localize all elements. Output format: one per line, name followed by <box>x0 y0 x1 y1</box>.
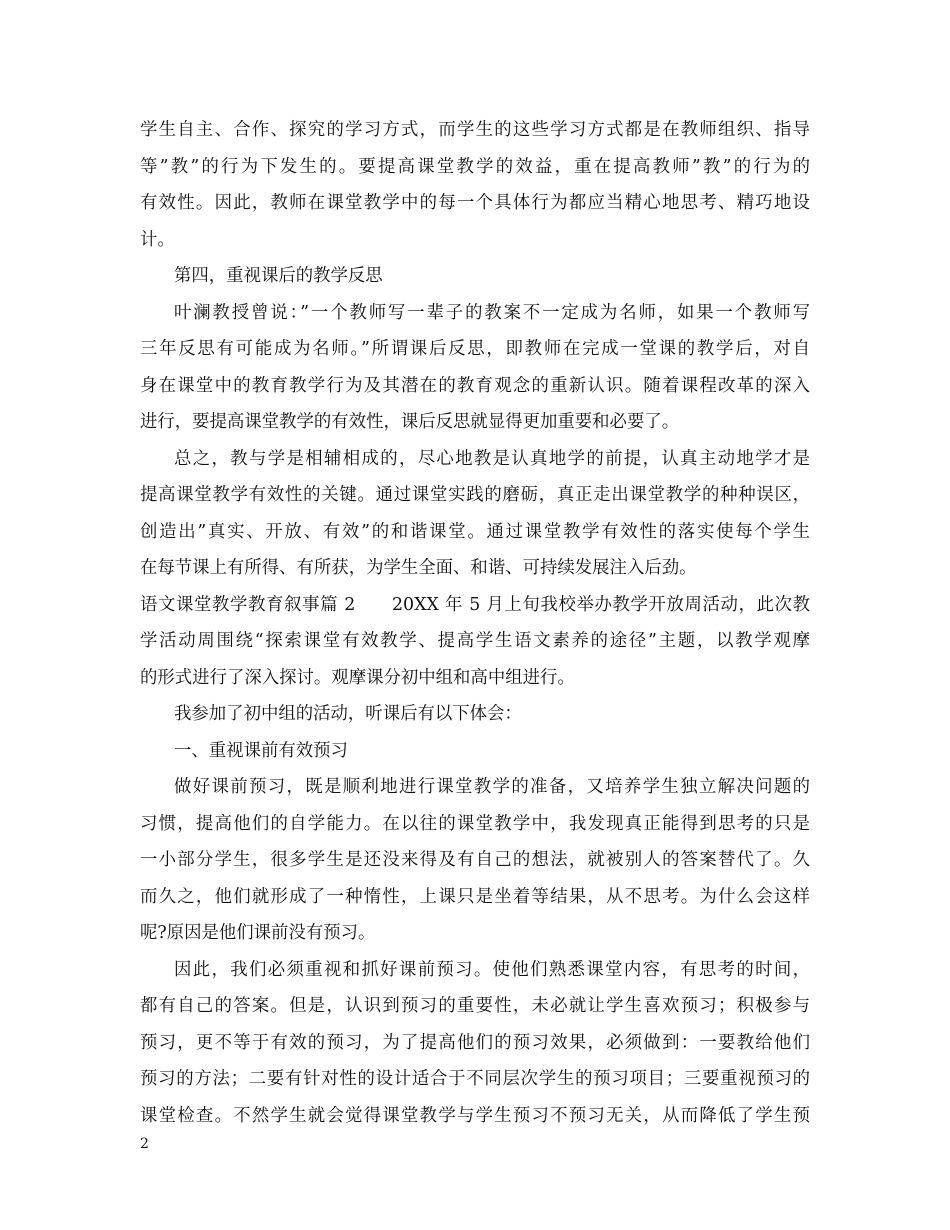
text-line: 叶澜教授曾说：”一个教师写一辈子的教案不一定成为名师，如果一个教师写 <box>174 302 810 323</box>
text-line: 的形式进行了深入探讨。观摩课分初中组和高中组进行。 <box>140 667 575 688</box>
text-line: 一、重视课前有效预习 <box>174 740 348 761</box>
page-number: 2 <box>140 1136 149 1152</box>
text-line: 等”教”的行为下发生的。要提高课堂教学的效益，重在提高教师”教”的行为的 <box>140 156 810 177</box>
text-line: 在每节课上有所得、有所获，为学生全面、和谐、可持续发展注入后劲。 <box>140 558 697 578</box>
document-body <box>140 112 810 1134</box>
text-line: 而久之，他们就形成了一种惰性，上课只是坐着等结果，从不思考。为什么会这样 <box>140 886 810 907</box>
text-line: 课堂检查。不然学生就会觉得课堂教学与学生预习不预习无关，从而降低了学生预 <box>140 1105 810 1126</box>
text-line: 学活动周围绕“探索课堂有效教学、提高学生语文素养的途径”主题，以教学观摩 <box>140 631 810 651</box>
text-line: 习惯，提高他们的自学能力。在以往的课堂教学中，我发现真正能得到思考的只是 <box>140 813 810 834</box>
text-line: 第四，重视课后的教学反思 <box>174 266 383 286</box>
text-line: 总之，教与学是相辅相成的，尽心地教是认真地学的前提，认真主动地学才是 <box>174 448 810 469</box>
text-line: 预习的方法；二要有针对性的设计适合于不同层次学生的预习项目；三要重视预习的 <box>140 1069 810 1089</box>
text-line: 都有自己的答案。但是，认识到预习的重要性，未必就让学生喜欢预习；积极参与 <box>140 996 810 1016</box>
text-line: 有效性。因此，教师在课堂教学中的每一个具体行为都应当精心地思考、精巧地设 <box>140 193 810 213</box>
text-line: 一小部分学生，很多学生是还没来得及有自己的想法，就被别人的答案替代了。久 <box>140 850 810 870</box>
text-line: 学生自主、合作、探究的学习方式，而学生的这些学习方式都是在教师组织、指导 <box>140 120 810 140</box>
text-line: 三年反思有可能成为名师。”所谓课后反思，即教师在完成一堂课的教学后，对自 <box>140 339 810 359</box>
text-line: 预习，更不等于有效的预习，为了提高他们的预习效果，必须做到：一要教给他们 <box>140 1032 810 1053</box>
text-line: 进行，要提高课堂教学的有效性，课后反思就显得更加重要和必要了。 <box>140 412 680 432</box>
text-line: 计。 <box>140 229 175 250</box>
text-line: 做好课前预习，既是顺利地进行课堂教学的准备，又培养学生独立解决问题的 <box>174 777 810 797</box>
text-line: 提高课堂教学有效性的关键。通过课堂实践的磨砺，真正走出课堂教学的种种误区， <box>140 485 810 505</box>
text-line: 创造出”真实、开放、有效”的和谐课堂。通过课堂教学有效性的落实使每个学生 <box>140 521 810 542</box>
text-line: 身在课堂中的教育教学行为及其潜在的教育观念的重新认识。随着课程改革的深入 <box>140 375 810 396</box>
text-line: 语文课堂教学教育叙事篇 2 20XX 年 5 月上旬我校举办教学开放周活动，此次教 <box>140 594 810 615</box>
text-line: 呢?原因是他们课前没有预习。 <box>140 923 376 943</box>
text-line: 我参加了初中组的活动，听课后有以下体会： <box>174 704 522 724</box>
text-line: 因此，我们必须重视和抓好课前预习。使他们熟悉课堂内容，有思考的时间， <box>174 959 810 980</box>
